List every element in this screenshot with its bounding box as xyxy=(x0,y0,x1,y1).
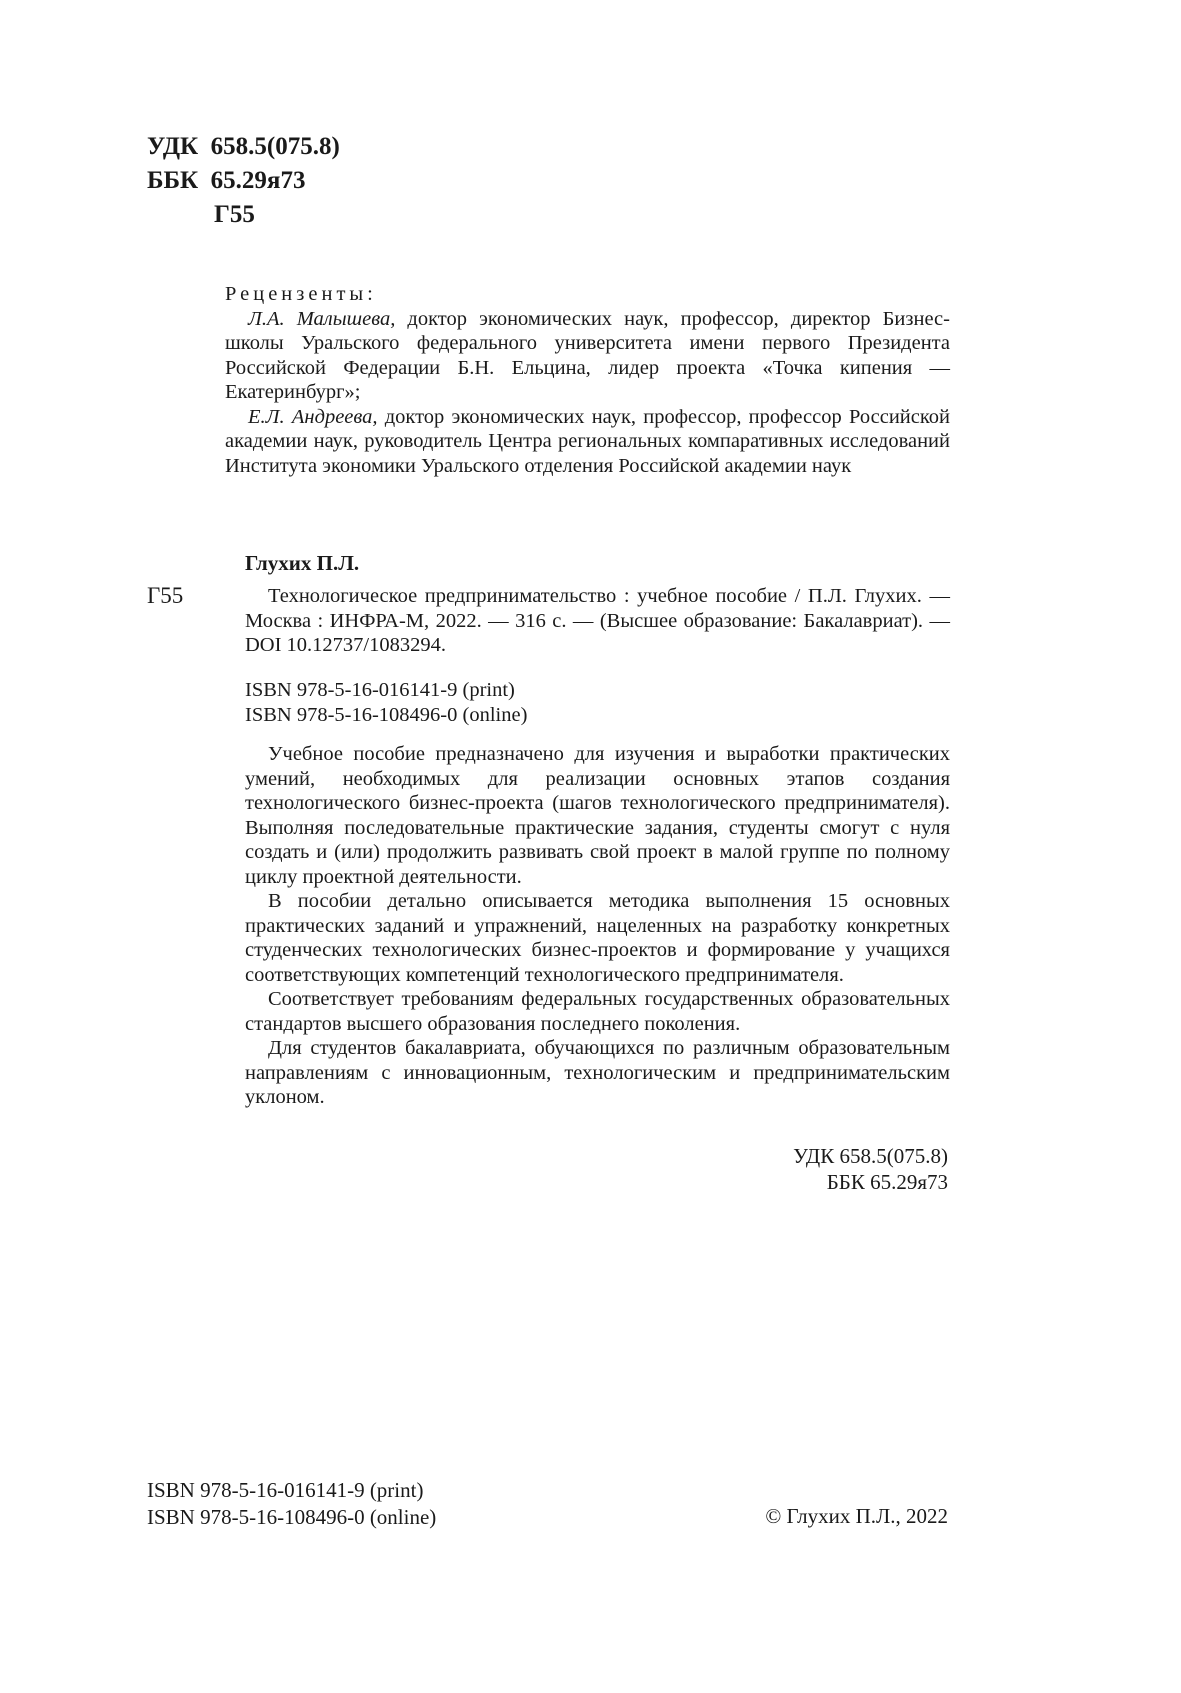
classification-codes-footer xyxy=(793,1143,948,1195)
reviewer-description: доктор экономических наук, профессор, профессор Российской академии наук, руководитель Центра региональных компаративных исследований Института экономики Уральского отделения Российской академии наук xyxy=(225,405,950,477)
annotation xyxy=(245,742,950,1110)
udk-code: УДК 658.5(075.8) xyxy=(793,1144,948,1168)
isbn-block xyxy=(245,678,527,727)
bbk-code: ББК 65.29я73 xyxy=(147,167,306,194)
reviewers-title: Рецензенты: xyxy=(225,283,377,305)
annotation-paragraph: Для студентов бакалавриата, обучающихся по различным образовательным направлениям с инновационным, технологическим и предпринимательским уклоном. xyxy=(245,1037,950,1108)
isbn-online: ISBN 978-5-16-108496-0 (online) xyxy=(245,703,528,726)
reviewer-item xyxy=(225,307,950,405)
bbk-code: ББК 65.29я73 xyxy=(826,1170,948,1194)
copyright-notice: © Глухих П.Л., 2022 xyxy=(765,1504,948,1528)
isbn-print: ISBN 978-5-16-016141-9 (print) xyxy=(245,679,515,701)
reviewer-name: Л.А. Малышева, xyxy=(248,307,396,330)
classification-codes-header xyxy=(147,130,340,232)
author-mark-side: Г55 xyxy=(147,583,184,608)
reviewer-item xyxy=(225,405,950,479)
bibliographic-record-text: Технологическое предпринимательство : учебное пособие / П.Л. Глухих. — Москва : ИНФРА-М, 2022. — 316 с. — (Высшее образование: Бакалавриат). — DOI 10.12737/1083294. xyxy=(245,585,950,656)
author-mark: Г55 xyxy=(214,201,255,228)
reviewers-section xyxy=(225,282,950,478)
reviewer-description: доктор экономических наук, профессор, директор Бизнес-школы Уральского федерального университета имени первого Президента Российской Федерации Б.Н. Ельцина, лидер проекта «Точка кипения — Екатеринбург»; xyxy=(225,307,950,403)
footer-isbn-block xyxy=(147,1477,436,1531)
annotation-paragraph: Учебное пособие предназначено для изучения и выработки практических умений, необходимых для реализации основных этапов создания технологического бизнес-проекта (шагов технологического предпринимателя). Выполняя последовательные практические задания, студенты смогут с нуля создать и (или) продолжить развивать свой проект в малой группе по полному циклу проектной деятельности. xyxy=(245,743,950,888)
bibliographic-record xyxy=(245,584,950,658)
annotation-paragraph: В пособии детально описывается методика выполнения 15 основных практических заданий и упражнений, нацеленных на разработку конкретных студенческих технологических бизнес-проектов и формирование у учащихся соответствующих компетенций технологического предпринимателя. xyxy=(245,890,950,986)
footer-isbn-online: ISBN 978-5-16-108496-0 (online) xyxy=(147,1505,437,1529)
udk-code: УДК 658.5(075.8) xyxy=(147,133,340,160)
book-author: Глухих П.Л. xyxy=(245,551,360,575)
reviewer-name: Е.Л. Андреева, xyxy=(248,405,378,428)
annotation-paragraph: Соответствует требованиям федеральных государственных образовательных стандартов высшего образования последнего поколения. xyxy=(245,988,950,1035)
footer-isbn-print: ISBN 978-5-16-016141-9 (print) xyxy=(147,1478,424,1502)
